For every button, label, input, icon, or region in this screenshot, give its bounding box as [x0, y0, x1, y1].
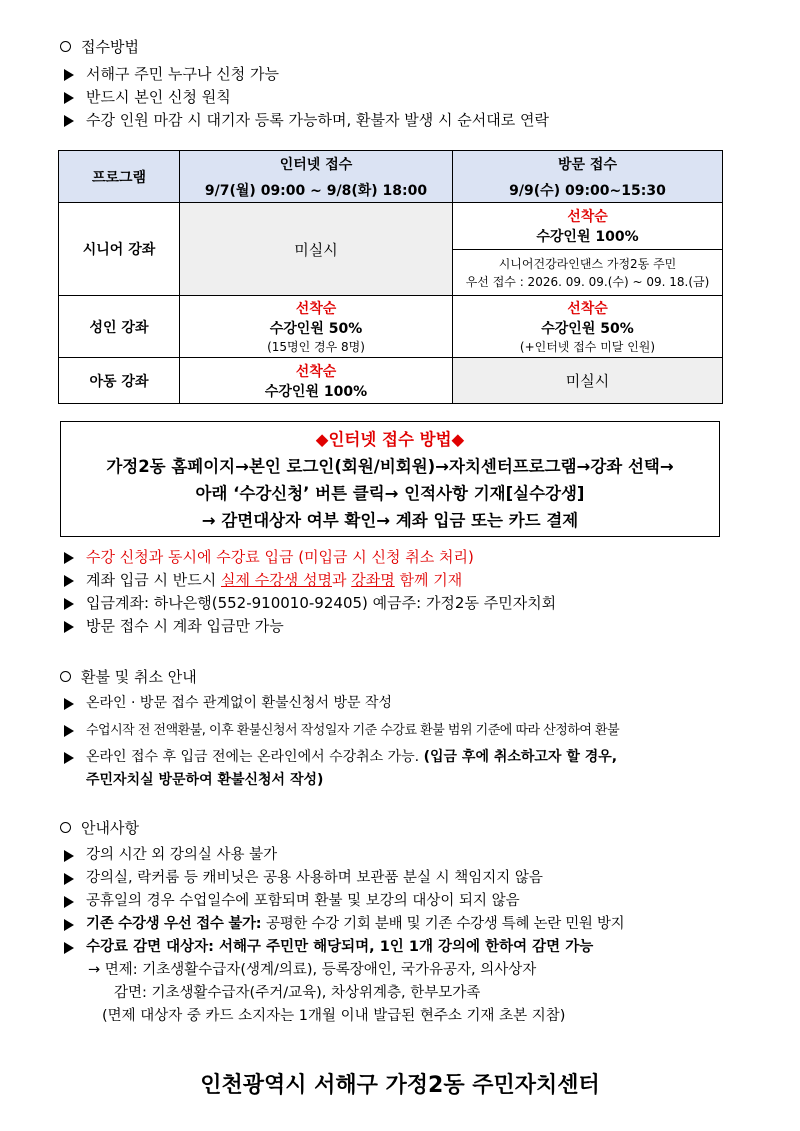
section-title: 접수방법 — [81, 38, 139, 56]
payment-info — [60, 546, 556, 638]
triangle-bullet-icon — [64, 919, 74, 931]
list-item: 반드시 본인 신청 원칙 — [64, 86, 549, 109]
table-row — [59, 203, 723, 296]
list-item: 온라인 접수 후 입금 전에는 온라인에서 수강취소 가능. (입금 후에 취소하고자 할 경우, 주민자치실 방문하여 환불신청서 작성) — [64, 746, 619, 792]
child-visit-cell: 미실시 — [453, 358, 723, 404]
list-item: 수강 신청과 동시에 수강료 입금 (미입금 시 신청 취소 처리) — [64, 546, 556, 569]
list-item: 기존 수강생 우선 접수 불가: 공평한 수강 기회 분배 및 기존 수강생 특혜 논란 민원 방지 — [64, 913, 624, 936]
triangle-bullet-icon — [64, 752, 74, 764]
child-online-cell: 선착순 수강인원 100% — [180, 358, 453, 404]
section-notice — [60, 817, 624, 1028]
triangle-bullet-icon — [64, 552, 74, 564]
box-line: → 감면대상자 여부 확인→ 계좌 입금 또는 카드 결제 — [201, 511, 579, 530]
circle-bullet-icon — [60, 671, 71, 682]
header-visit: 방문 접수 9/9(수) 09:00~15:30 — [453, 151, 723, 203]
header-program: 프로그램 — [59, 151, 180, 203]
adult-visit-cell: 선착순 수강인원 50% (+인터넷 접수 미달 인원) — [453, 296, 723, 358]
program-table — [58, 150, 723, 404]
triangle-bullet-icon — [64, 698, 74, 710]
list-item: 수강 인원 마감 시 대기자 등록 가능하며, 환불자 발생 시 순서대로 연락 — [64, 109, 549, 132]
online-method-box — [60, 421, 720, 537]
triangle-bullet-icon — [64, 92, 74, 104]
triangle-bullet-icon — [64, 598, 74, 610]
triangle-bullet-icon — [64, 896, 74, 908]
triangle-bullet-icon — [64, 621, 74, 633]
row-label-senior: 시니어 강좌 — [59, 203, 180, 296]
triangle-bullet-icon — [64, 942, 74, 954]
senior-online-cell: 미실시 — [180, 203, 453, 296]
list-item: 강의실, 락커룸 등 캐비닛은 공용 사용하며 보관품 분실 시 책임지지 않음 — [64, 867, 624, 890]
list-subitem: (면제 대상자 중 카드 소지자는 1개월 이내 발급된 현주소 기재 초본 지참) — [102, 1008, 566, 1024]
box-line: 가정2동 홈페이지→본인 로그인(회원/비회원)→자치센터프로그램→강좌 선택→ — [106, 457, 674, 476]
table-row — [59, 151, 723, 203]
table-row — [59, 296, 723, 358]
footer-organization: 인천광역시 서해구 가정2동 주민자치센터 — [200, 1073, 600, 1098]
list-item: 입금계좌: 하나은행(552-910010-92405) 예금주: 가정2동 주민자치회 — [64, 592, 556, 615]
adult-online-cell: 선착순 수강인원 50% (15명인 경우 8명) — [180, 296, 453, 358]
section-application-method — [60, 36, 549, 132]
triangle-bullet-icon — [64, 69, 74, 81]
triangle-bullet-icon — [64, 115, 74, 127]
circle-bullet-icon — [60, 822, 71, 833]
list-item: 공휴일의 경우 수업일수에 포함되며 환불 및 보강의 대상이 되지 않음 — [64, 890, 624, 913]
box-line: 아래 ‘수강신청’ 버튼 클릭→ 인적사항 기재[실수강생] — [195, 484, 585, 503]
section-title: 안내사항 — [81, 819, 139, 837]
list-subitem: → 면제: 기초생활수급자(생계/의료), 등록장애인, 국가유공자, 의사상자 — [88, 962, 537, 978]
list-item: 온라인 · 방문 접수 관계없이 환불신청서 방문 작성 — [64, 692, 619, 715]
list-item: 수강료 감면 대상자: 서해구 주민만 해당되며, 1인 1개 강의에 한하여 감면 가능 — [64, 936, 624, 959]
list-item: 강의 시간 외 강의실 사용 불가 — [64, 844, 624, 867]
triangle-bullet-icon — [64, 575, 74, 587]
triangle-bullet-icon — [64, 850, 74, 862]
row-label-child: 아동 강좌 — [59, 358, 180, 404]
triangle-bullet-icon — [64, 725, 74, 737]
list-item: 방문 접수 시 계좌 입금만 가능 — [64, 615, 556, 638]
section-title: 환불 및 취소 안내 — [81, 668, 197, 686]
header-online: 인터넷 접수 9/7(월) 09:00 ~ 9/8(화) 18:00 — [180, 151, 453, 203]
row-label-adult: 성인 강좌 — [59, 296, 180, 358]
senior-visit-cell: 선착순 수강인원 100% 시니어건강라인댄스 가정2동 주민 우선 접수 : 2026. 09. 09.(수) ~ 09. 18.(금) — [453, 203, 723, 296]
triangle-bullet-icon — [64, 873, 74, 885]
circle-bullet-icon — [60, 41, 71, 52]
table-row — [59, 358, 723, 404]
box-title: ◆인터넷 접수 방법◆ — [315, 430, 465, 449]
section-refund — [60, 666, 619, 792]
list-item: 서해구 주민 누구나 신청 가능 — [64, 63, 549, 86]
list-item: 수업시작 전 전액환불, 이후 환불신청서 작성일자 기준 수강료 환불 범위 기준에 따라 산정하여 환불 — [64, 719, 619, 742]
list-item: 계좌 입금 시 반드시 실제 수강생 성명과 강좌명 함께 기재 — [64, 569, 556, 592]
list-subitem: 감면: 기초생활수급자(주거/교육), 차상위계층, 한부모가족 — [114, 985, 481, 1001]
